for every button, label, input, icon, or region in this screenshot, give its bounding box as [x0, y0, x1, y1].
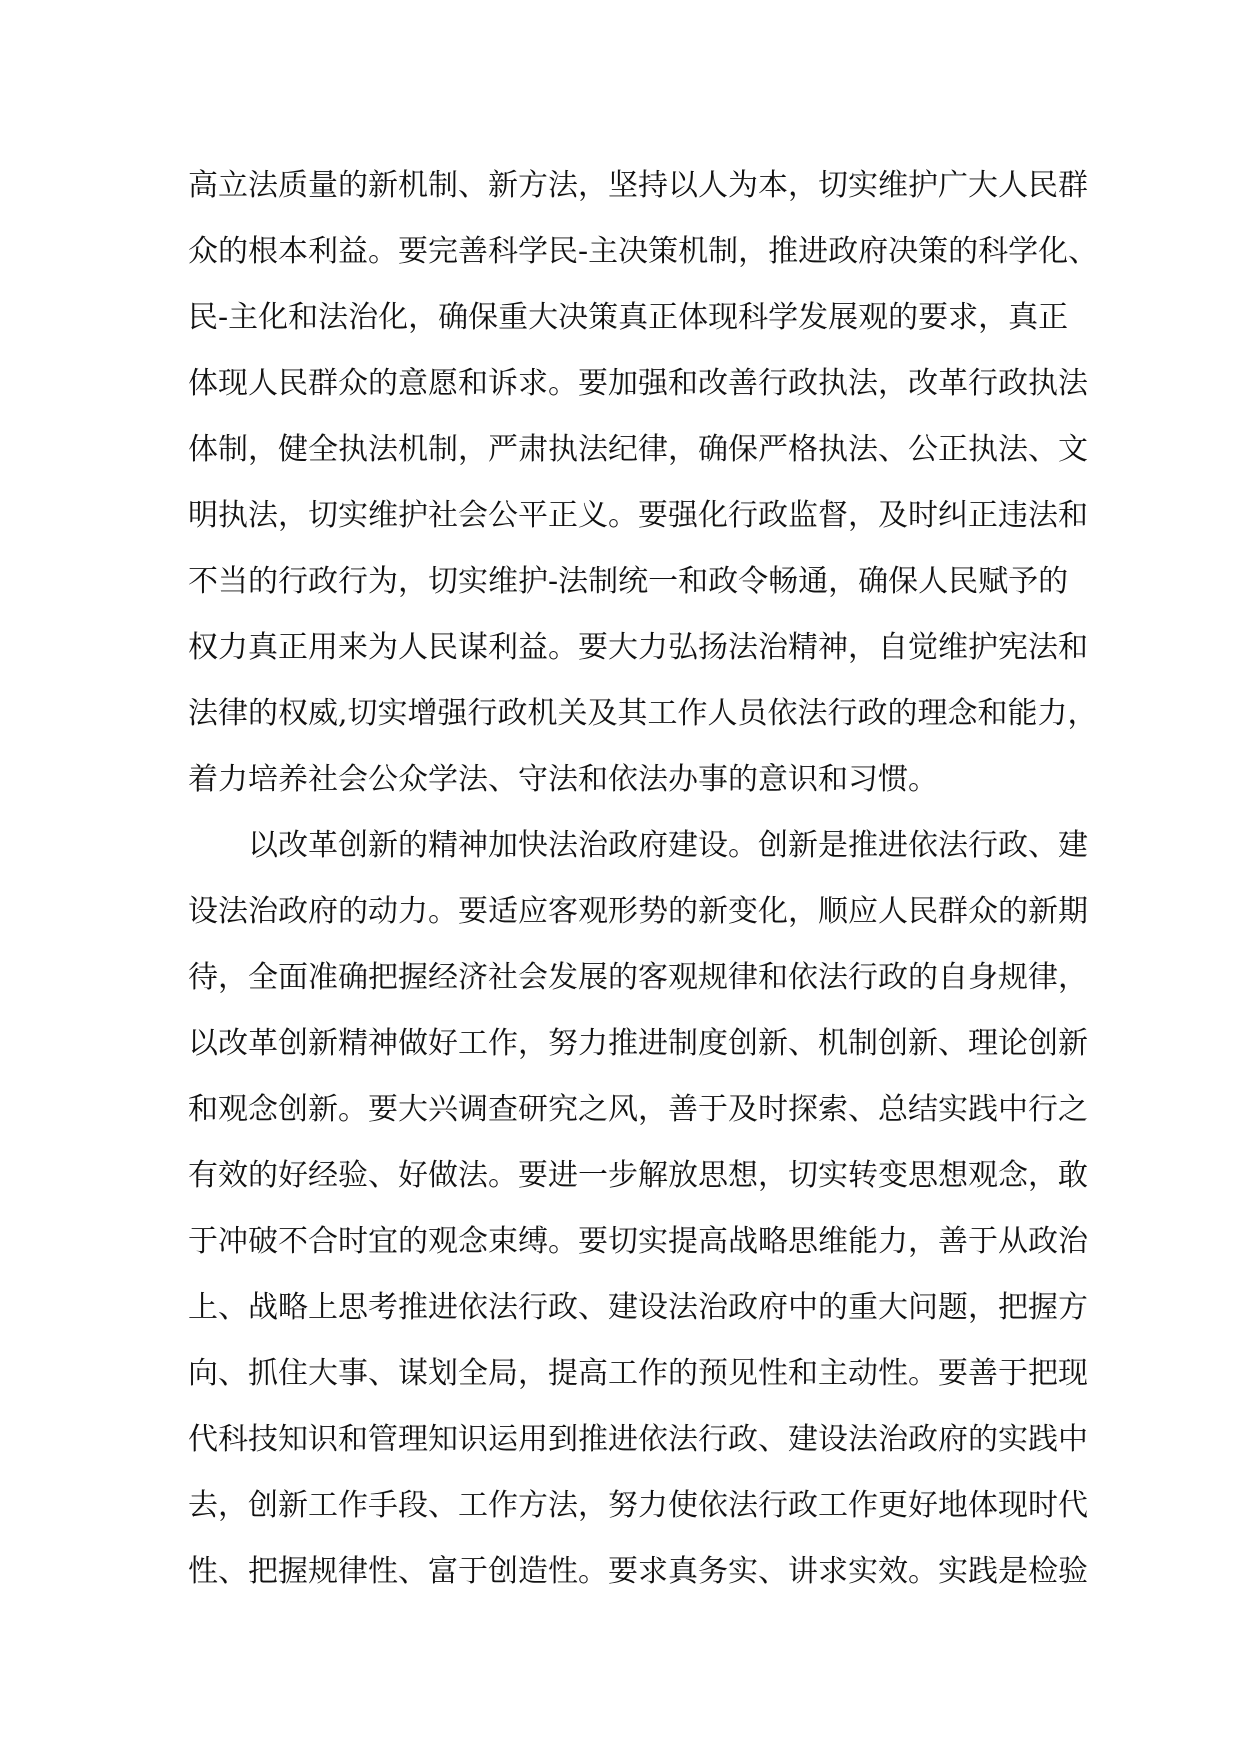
paragraph-line: 和观念创新。要大兴调查研究之风，善于及时探索、总结实践中行之: [188, 1092, 1088, 1127]
paragraph-line: 体现人民群众的意愿和诉求。要加强和改善行政执法，改革行政执法: [188, 366, 1088, 401]
paragraph-line: 性、把握规律性、富于创造性。要求真务实、讲求实效。实践是检验: [188, 1554, 1088, 1589]
paragraph-line: 法律的权威,切实增强行政机关及其工作人员依法行政的理念和能力，: [188, 696, 1098, 731]
paragraph-line: 代科技知识和管理知识运用到推进依法行政、建设法治政府的实践中: [188, 1422, 1088, 1457]
paragraph-2: [188, 813, 1088, 1605]
paragraph-line: 以改革创新的精神加快法治政府建设。创新是推进依法行政、建: [248, 828, 1088, 863]
paragraph-1: [188, 153, 1099, 813]
paragraph-line: 以改革创新精神做好工作，努力推进制度创新、机制创新、理论创新: [188, 1026, 1088, 1061]
paragraph-line: 有效的好经验、好做法。要进一步解放思想，切实转变思想观念，敢: [188, 1158, 1088, 1193]
paragraph-line: 待，全面准确把握经济社会发展的客观规律和依法行政的自身规律，: [188, 960, 1088, 995]
paragraph-line: 设法治政府的动力。要适应客观形势的新变化，顺应人民群众的新期: [188, 894, 1088, 929]
paragraph-line: 不当的行政行为，切实维护-法制统一和政令畅通，确保人民赋予的: [188, 564, 1069, 599]
paragraph-line: 众的根本利益。要完善科学民-主决策机制，推进政府决策的科学化、: [188, 234, 1099, 269]
paragraph-line: 去，创新工作手段、工作方法，努力使依法行政工作更好地体现时代: [188, 1488, 1088, 1523]
paragraph-line: 体制，健全执法机制，严肃执法纪律，确保严格执法、公正执法、文: [188, 432, 1088, 467]
paragraph-line: 上、战略上思考推进依法行政、建设法治政府中的重大问题，把握方: [188, 1290, 1088, 1325]
paragraph-line: 权力真正用来为人民谋利益。要大力弘扬法治精神，自觉维护宪法和: [188, 630, 1088, 665]
paragraph-line: 民-主化和法治化，确保重大决策真正体现科学发展观的要求，真正: [188, 300, 1069, 335]
document-body: [188, 153, 1099, 1605]
paragraph-line: 明执法，切实维护社会公平正义。要强化行政监督，及时纠正违法和: [188, 498, 1088, 533]
paragraph-line: 于冲破不合时宜的观念束缚。要切实提高战略思维能力，善于从政治: [188, 1224, 1088, 1259]
paragraph-line: 着力培养社会公众学法、守法和依法办事的意识和习惯。: [188, 762, 938, 797]
paragraph-line: 高立法质量的新机制、新方法，坚持以人为本，切实维护广大人民群: [188, 168, 1088, 203]
paragraph-line: 向、抓住大事、谋划全局，提高工作的预见性和主动性。要善于把现: [188, 1356, 1088, 1391]
